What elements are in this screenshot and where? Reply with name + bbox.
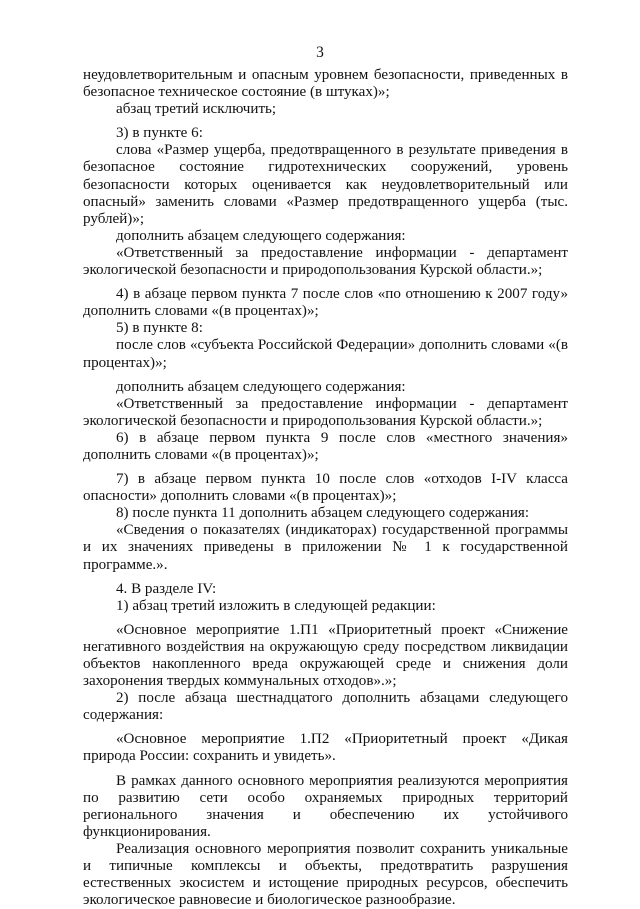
paragraph: «Ответственный за предоставление информации - департамент экологической безопасности и природопользования Курской области.»; (83, 244, 568, 279)
paragraph: «Основное мероприятие 1.П1 «Приоритетный проект «Снижение негативного воздействия на окружающую среду посредством ликвидации объектов накопленного вреда окружающей среде и снижения доли захоронения твердых коммунальных отходов».»; (83, 621, 568, 690)
paragraph: слова «Размер ущерба, предотвращенного в результате приведения в безопасное состояние гидротехнических сооружений, уровень безопасности которых оценивается как неудовлетворительный или опасный» заменить словами «Размер предотвращенного ущерба (тыс. рублей)»; (83, 142, 568, 227)
paragraph: 2) после абзаца шестнадцатого дополнить абзацами следующего содержания: (83, 690, 568, 724)
paragraph: дополнить абзацем следующего содержания: (116, 378, 406, 395)
paragraph: абзац третий исключить; (116, 101, 277, 118)
paragraph: «Основное мероприятие 1.П2 «Приоритетный проект «Дикая природа России: сохранить и увидеть». (83, 731, 568, 765)
paragraph: после слов «субъекта Российской Федерации» дополнить словами «(в процентах)»; (83, 337, 568, 371)
paragraph: Реализация основного мероприятия позволит сохранить уникальные и типичные комплексы и объекты, предотвратить разрушения естественных экосистем и истощение природных ресурсов, обеспечить экологическое равновесие и биологическое разнообразие. (83, 840, 568, 909)
paragraph: «Сведения о показателях (индикаторах) государственной программы и их значениях приведены в приложении № 1 к государственной программе.». (83, 522, 568, 573)
paragraph: 4) в абзаце первом пункта 7 после слов «по отношению к 2007 году» дополнить словами «(в процентах)»; (83, 286, 568, 320)
paragraph: 4. В разделе IV: (116, 580, 217, 597)
page-number: 3 (316, 44, 324, 61)
paragraph: В рамках данного основного мероприятия реализуются мероприятия по развитию сети особо охраняемых природных территорий регионального значения и обеспечению их устойчивого функционирования. (83, 772, 568, 840)
document-body (83, 67, 568, 909)
paragraph: дополнить абзацем следующего содержания: (116, 227, 406, 244)
paragraph: 1) абзац третий изложить в следующей редакции: (116, 597, 436, 614)
paragraph: 6) в абзаце первом пункта 9 после слов «местного значения» дополнить словами «(в процентах)»; (83, 429, 568, 463)
paragraph: неудовлетворительным и опасным уровнем безопасности, приведенных в безопасное техническое состояние (в штуках)»; (83, 67, 568, 101)
paragraph: 7) в абзаце первом пункта 10 после слов «отходов I-IV класса опасности» дополнить словами «(в процентах)»; (83, 471, 568, 505)
paragraph: 5) в пункте 8: (116, 320, 203, 337)
paragraph: «Ответственный за предоставление информации - департамент экологической безопасности и природопользования Курской области.»; (83, 395, 568, 429)
paragraph: 8) после пункта 11 дополнить абзацем следующего содержания: (116, 505, 530, 522)
paragraph: 3) в пункте 6: (116, 125, 203, 142)
